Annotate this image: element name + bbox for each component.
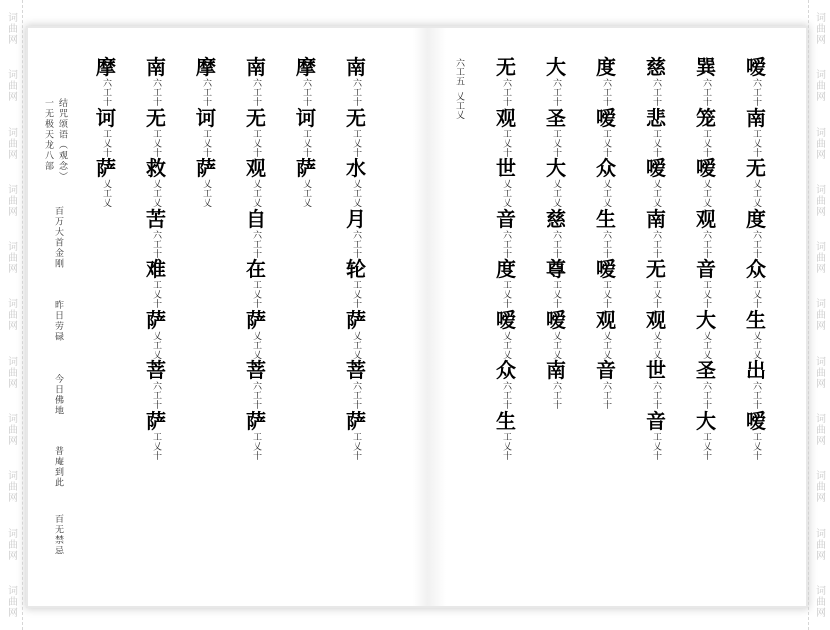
lyric-character: 度 (596, 55, 616, 79)
gongche-notation-marks: 乂工乂 (701, 179, 711, 208)
gongche-notation-marks: 工乂十 (151, 431, 161, 460)
score-column (146, 56, 166, 460)
lyric-character: 大 (696, 408, 716, 433)
watermark-text: 词曲网 (813, 126, 825, 160)
gongche-notation-marks: 六工十 (651, 229, 661, 258)
gongche-notation-marks: 工乂十 (551, 128, 561, 157)
lyric-character: 生 (496, 408, 516, 433)
gongche-notation-marks: 工乂十 (251, 128, 261, 157)
gongche-notation-marks: 乂工乂 (601, 179, 611, 208)
gongche-notation-marks: 乂工乂 (351, 179, 361, 208)
lyric-character: 菩 (146, 358, 166, 382)
watermark-text: 词曲网 (813, 412, 825, 446)
lyric-character: 萨 (296, 156, 316, 180)
gongche-notation-marks: 工乂十 (251, 431, 261, 460)
lyric-character: 南 (746, 105, 766, 130)
score-column (346, 56, 366, 460)
score-column (646, 56, 666, 460)
gongche-notation-marks: 六工十 (551, 78, 561, 107)
gongche-notation-marks: 六工十 (601, 229, 611, 258)
lyric-character: 众 (746, 257, 766, 281)
side-text: 今日佛地 (53, 374, 63, 416)
lyric-character: 在 (246, 257, 266, 281)
gongche-notation-marks: 乂工乂 (751, 330, 761, 359)
watermark-text: 词曲网 (5, 298, 17, 332)
gongche-notation-marks: 工乂十 (601, 280, 611, 309)
gongche-notation-marks: 乂工乂 (501, 330, 511, 359)
lyric-character: 萨 (96, 156, 116, 180)
gongche-notation-marks: 工乂十 (751, 128, 761, 157)
lyric-character: 萨 (196, 156, 216, 180)
gongche-notation-marks: 乂工乂 (151, 179, 161, 208)
lyric-character: 音 (696, 257, 716, 281)
lyric-character: 观 (246, 156, 266, 180)
lyric-character: 无 (496, 55, 516, 79)
gongche-notation-marks: 乂工乂 (651, 330, 661, 359)
lyric-character: 出 (746, 358, 766, 382)
gongche-notation-marks: 工乂十 (151, 280, 161, 309)
lyric-character: 观 (496, 105, 516, 130)
lyric-character: 度 (496, 257, 516, 281)
lyric-character: 萨 (346, 307, 366, 332)
lyric-character: 众 (596, 156, 616, 180)
score-column (596, 56, 616, 410)
lyric-character: 世 (646, 358, 666, 382)
book-spread (28, 28, 806, 606)
gongche-notation-marks: 六工十 (751, 229, 761, 258)
lyric-character: 南 (646, 206, 666, 231)
gongche-notation-marks: 工乂十 (351, 431, 361, 460)
side-text: 百万大首金刚 (53, 206, 63, 269)
lyric-character: 南 (246, 55, 266, 79)
lyric-character: 难 (146, 257, 166, 281)
gongche-notation-marks: 六工十 (151, 78, 161, 107)
gongche-notation-marks: 六工十 (601, 78, 611, 107)
gongche-notation-marks: 六工十 (501, 229, 511, 258)
lyric-character: 萨 (246, 408, 266, 433)
watermark-text: 词曲网 (813, 355, 825, 389)
side-text: 普庵到此 (53, 446, 63, 488)
lyric-character: 嗳 (596, 257, 616, 281)
gongche-notation-marks: 六工十 (651, 381, 661, 410)
gongche-notation-marks: 乂工乂 (301, 179, 311, 208)
side-text: 一无极天龙八部 (43, 98, 53, 172)
lyric-character: 众 (496, 358, 516, 382)
gongche-notation-marks: 工乂十 (701, 128, 711, 157)
left-page (28, 38, 413, 598)
watermark-text: 词曲网 (813, 298, 825, 332)
lyric-character: 南 (546, 358, 566, 382)
gongche-notation-marks: 六工十 (151, 381, 161, 410)
gongche-notation-marks: 六工十 (501, 78, 511, 107)
right-edge-watermark (808, 0, 830, 630)
lyric-character: 音 (596, 358, 616, 382)
gongche-notation-marks: 六工十 (301, 78, 311, 107)
gongche-notation-marks: 工乂十 (501, 128, 511, 157)
score-column (746, 56, 766, 460)
right-dashed-border (808, 0, 809, 630)
gongche-notation-marks: 乂工乂 (501, 179, 511, 208)
notation-fragment: 六工五 乂工乂 (454, 58, 464, 120)
gongche-notation-marks: 乂工乂 (201, 179, 211, 208)
lyric-character: 大 (546, 156, 566, 180)
gongche-notation-marks: 工乂十 (351, 128, 361, 157)
score-column (196, 56, 216, 208)
gongche-notation-marks: 六工十 (351, 229, 361, 258)
lyric-character: 世 (496, 156, 516, 180)
lyric-character: 无 (646, 257, 666, 281)
lyric-character: 观 (696, 206, 716, 231)
lyric-character: 救 (146, 156, 166, 180)
gongche-notation-marks: 六工十 (651, 78, 661, 107)
gongche-notation-marks: 六工十 (101, 78, 111, 107)
gongche-notation-marks: 乂工乂 (551, 330, 561, 359)
gongche-notation-marks: 工乂十 (501, 280, 511, 309)
watermark-text: 词曲网 (813, 470, 825, 504)
gongche-notation-marks: 工乂十 (651, 280, 661, 309)
lyric-character: 萨 (346, 408, 366, 433)
gongche-notation-marks: 六工十 (501, 381, 511, 410)
lyric-character: 巽 (696, 55, 716, 79)
score-column (96, 56, 116, 208)
lyric-character: 南 (146, 55, 166, 79)
gongche-notation-marks: 工乂十 (201, 128, 211, 157)
gongche-notation-marks: 工乂十 (301, 128, 311, 157)
lyric-character: 诃 (196, 105, 216, 130)
watermark-text: 词曲网 (5, 527, 17, 561)
lyric-character: 嗳 (746, 408, 766, 433)
watermark-text: 词曲网 (813, 12, 825, 46)
gongche-notation-marks: 六工十 (551, 381, 561, 410)
watermark-text: 词曲网 (5, 412, 17, 446)
gongche-notation-marks: 工乂十 (151, 128, 161, 157)
lyric-character: 嗳 (496, 307, 516, 332)
lyric-character: 嗳 (696, 156, 716, 180)
gongche-notation-marks: 工乂十 (701, 280, 711, 309)
gongche-notation-marks: 六工十 (151, 229, 161, 258)
gongche-notation-marks: 工乂十 (651, 431, 661, 460)
gongche-notation-marks: 乂工乂 (151, 330, 161, 359)
watermark-text: 词曲网 (813, 584, 825, 618)
lyric-character: 水 (346, 156, 366, 180)
lyric-character: 音 (496, 206, 516, 231)
watermark-text: 词曲网 (5, 241, 17, 275)
watermark-text: 词曲网 (5, 69, 17, 103)
side-text-heading: 结咒颂语（观念） (57, 98, 67, 182)
lyric-character: 尊 (546, 257, 566, 281)
gongche-notation-marks: 六工十 (601, 381, 611, 410)
gongche-notation-marks: 工乂十 (651, 128, 661, 157)
lyric-character: 南 (346, 55, 366, 79)
lyric-character: 嗳 (746, 55, 766, 79)
lyric-character: 菩 (246, 358, 266, 382)
lyric-character: 无 (146, 105, 166, 130)
score-column (246, 56, 266, 460)
lyric-character: 圣 (546, 105, 566, 130)
lyric-character: 嗳 (546, 307, 566, 332)
lyric-character: 度 (746, 206, 766, 231)
score-column (696, 56, 716, 460)
gongche-notation-marks: 乂工乂 (101, 179, 111, 208)
gongche-notation-marks: 六工十 (251, 78, 261, 107)
lyric-character: 悲 (646, 105, 666, 130)
gongche-notation-marks: 工乂十 (751, 280, 761, 309)
gongche-notation-marks: 乂工乂 (601, 330, 611, 359)
watermark-text: 词曲网 (5, 355, 17, 389)
lyric-character: 大 (696, 307, 716, 332)
gongche-notation-marks: 工乂十 (101, 128, 111, 157)
lyric-character: 无 (346, 105, 366, 130)
lyric-character: 摩 (296, 55, 316, 79)
lyric-character: 观 (646, 307, 666, 332)
side-text: 昨日劳碌 (53, 300, 63, 342)
gongche-notation-marks: 乂工乂 (251, 330, 261, 359)
lyric-character: 摩 (96, 55, 116, 79)
lyric-character: 摩 (196, 55, 216, 79)
lyric-character: 菩 (346, 358, 366, 382)
gongche-notation-marks: 六工十 (351, 78, 361, 107)
lyric-character: 萨 (146, 307, 166, 332)
gongche-notation-marks: 六工十 (201, 78, 211, 107)
gongche-notation-marks: 工乂十 (751, 431, 761, 460)
gongche-notation-marks: 工乂十 (551, 280, 561, 309)
lyric-character: 音 (646, 408, 666, 433)
lyric-character: 萨 (146, 408, 166, 433)
gongche-notation-marks: 六工十 (551, 229, 561, 258)
gongche-notation-marks: 六工十 (251, 229, 261, 258)
watermark-text: 词曲网 (5, 126, 17, 160)
gongche-notation-marks: 乂工乂 (701, 330, 711, 359)
watermark-text: 词曲网 (5, 183, 17, 217)
lyric-character: 笼 (696, 105, 716, 130)
lyric-character: 自 (246, 206, 266, 231)
lyric-character: 无 (746, 156, 766, 180)
lyric-character: 诃 (96, 105, 116, 130)
lyric-character: 生 (746, 307, 766, 332)
lyric-character: 圣 (696, 358, 716, 382)
lyric-character: 萨 (246, 307, 266, 332)
watermark-text: 词曲网 (813, 241, 825, 275)
left-dashed-border (22, 0, 23, 630)
lyric-character: 生 (596, 206, 616, 231)
gongche-notation-marks: 工乂十 (351, 280, 361, 309)
gongche-notation-marks: 六工十 (701, 381, 711, 410)
lyric-character: 月 (346, 206, 366, 231)
gongche-notation-marks: 乂工乂 (651, 179, 661, 208)
right-page (446, 38, 796, 598)
gongche-notation-marks: 乂工乂 (751, 179, 761, 208)
gongche-notation-marks: 工乂十 (701, 431, 711, 460)
lyric-character: 诃 (296, 105, 316, 130)
side-text: 百无禁忌 (53, 514, 63, 556)
left-edge-watermark (0, 0, 22, 630)
gongche-notation-marks: 六工十 (751, 78, 761, 107)
gongche-notation-marks: 六工十 (751, 381, 761, 410)
score-column (496, 56, 516, 460)
gongche-notation-marks: 六工十 (351, 381, 361, 410)
watermark-text: 词曲网 (813, 183, 825, 217)
watermark-text: 词曲网 (5, 470, 17, 504)
gongche-notation-marks: 六工十 (701, 229, 711, 258)
score-column (546, 56, 566, 410)
gongche-notation-marks: 工乂十 (601, 128, 611, 157)
gongche-notation-marks: 六工十 (701, 78, 711, 107)
lyric-character: 轮 (346, 257, 366, 281)
lyric-character: 无 (246, 105, 266, 130)
gongche-notation-marks: 工乂十 (501, 431, 511, 460)
lyric-character: 观 (596, 307, 616, 332)
gongche-notation-marks: 六工十 (251, 381, 261, 410)
watermark-text: 词曲网 (813, 69, 825, 103)
book-gutter (413, 28, 446, 606)
lyric-character: 慈 (646, 55, 666, 79)
score-column (296, 56, 316, 208)
gongche-notation-marks: 乂工乂 (551, 179, 561, 208)
gongche-notation-marks: 工乂十 (251, 280, 261, 309)
watermark-text: 词曲网 (813, 527, 825, 561)
watermark-text: 词曲网 (5, 584, 17, 618)
lyric-character: 嗳 (646, 156, 666, 180)
lyric-character: 嗳 (596, 105, 616, 130)
watermark-text: 词曲网 (5, 12, 17, 46)
lyric-character: 苦 (146, 206, 166, 231)
gongche-notation-marks: 乂工乂 (251, 179, 261, 208)
gongche-notation-marks: 乂工乂 (351, 330, 361, 359)
lyric-character: 大 (546, 55, 566, 79)
lyric-character: 慈 (546, 206, 566, 231)
